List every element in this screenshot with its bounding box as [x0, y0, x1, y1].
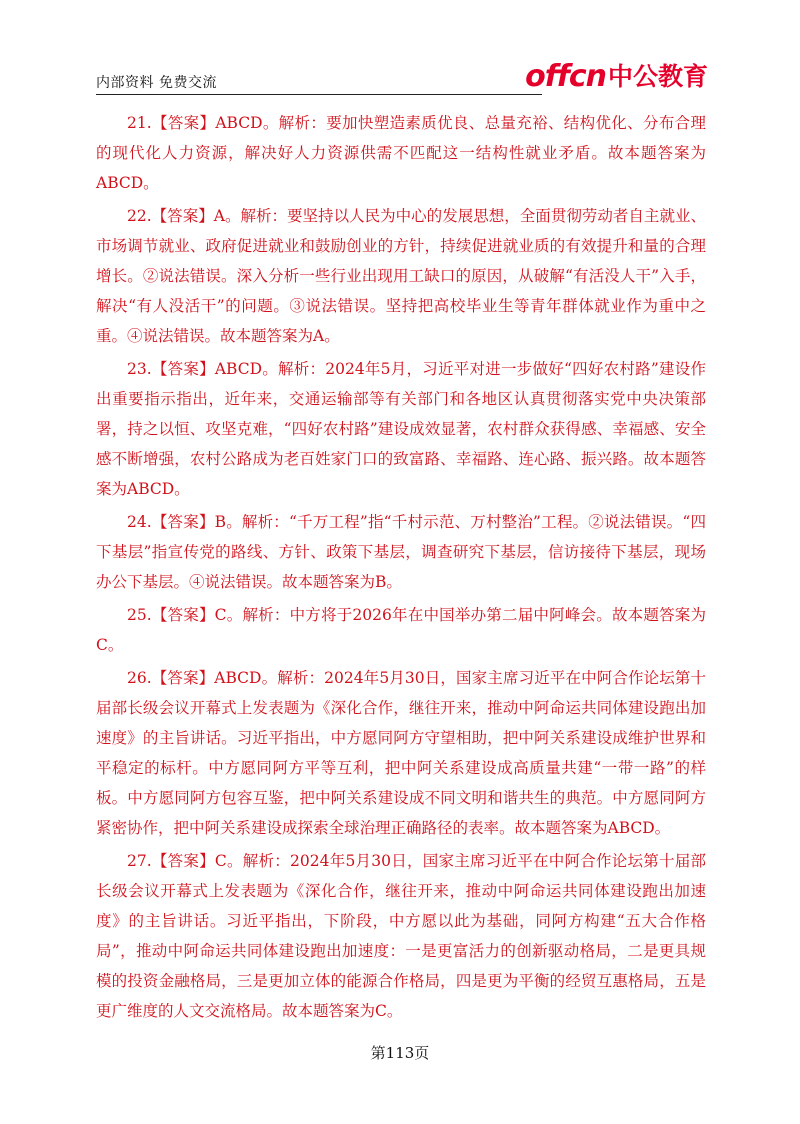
logo-chinese-text: 中公教育	[607, 62, 708, 91]
page-number: 第113页	[370, 1044, 430, 1062]
offcn-logo	[525, 60, 708, 94]
answer-24: 24.【答案】B。解析：“千万工程”指“千村示范、万村整治”工程。②说法错误。“四下基层”指宣传党的路线、方针、政策下基层，调查研究下基层，信访接待下基层，现场办公下基层。④说法错误。故本题答案为B。	[96, 513, 706, 591]
header-divider	[96, 94, 542, 95]
answer-23: 23.【答案】ABCD。解析：2024年5月，习近平对进一步做好“四好农村路”建设作出重要指示指出，近年来，交通运输部等有关部门和各地区认真贯彻落实党中央决策部署，持之以恒、攻坚克难，“四好农村路”建设成效显著，农村群众获得感、幸福感、安全感不断增强，农村公路成为老百姓家门口的致富路、幸福路、连心路、振兴路。故本题答案为ABCD。	[96, 360, 706, 498]
answer-22: 22.【答案】A。解析：要坚持以人民为中心的发展思想，全面贯彻劳动者自主就业、市场调节就业、政府促进就业和鼓励创业的方针，持续促进就业质的有效提升和量的合理增长。②说法错误。深入分析一些行业出现用工缺口的原因，从破解“有活没人干”入手，解决“有人没活干”的问题。③说法错误。坚持把高校毕业生等青年群体就业作为重中之重。④说法错误。故本题答案为A。	[96, 207, 706, 345]
answer-27: 27.【答案】C。解析：2024年5月30日，国家主席习近平在中阿合作论坛第十届部长级会议开幕式上发表题为《深化合作，继往开来，推动中阿命运共同体建设跑出加速度》的主旨讲话。习近平指出，下阶段，中方愿以此为基础，同阿方构建“五大合作格局”，推动中阿命运共同体建设跑出加速度：一是更富活力的创新驱动格局，二是更具规模的投资金融格局，三是更加立体的能源合作格局，四是更为平衡的经贸互惠格局，五是更广维度的人文交流格局。故本题答案为C。	[96, 852, 706, 1020]
answer-21: 21.【答案】ABCD。解析：要加快塑造素质优良、总量充裕、结构优化、分布合理的现代化人力资源，解决好人力资源供需不匹配这一结构性就业矛盾。故本题答案为ABCD。	[96, 114, 706, 192]
answer-list	[96, 108, 706, 1029]
page-header	[96, 60, 708, 94]
logo-latin-text: offcn	[525, 59, 606, 94]
answer-26: 26.【答案】ABCD。解析：2024年5月30日，国家主席习近平在中阿合作论坛第十届部长级会议开幕式上发表题为《深化合作，继往开来，推动中阿命运共同体建设跑出加速度》的主旨讲话。习近平指出，中方愿同阿方守望相助，把中阿关系建设成维护世界和平稳定的标杆。中方愿同阿方平等互利，把中阿关系建设成高质量共建“一带一路”的样板。中方愿同阿方包容互鉴，把中阿关系建设成不同文明和谐共生的典范。中方愿同阿方紧密协作，把中阿关系建设成探索全球治理正确路径的表率。故本题答案为ABCD。	[96, 669, 706, 837]
header-label: 内部资料 免费交流	[96, 75, 217, 91]
answer-25: 25.【答案】C。解析：中方将于2026年在中国举办第二届中阿峰会。故本题答案为C。	[96, 606, 706, 654]
